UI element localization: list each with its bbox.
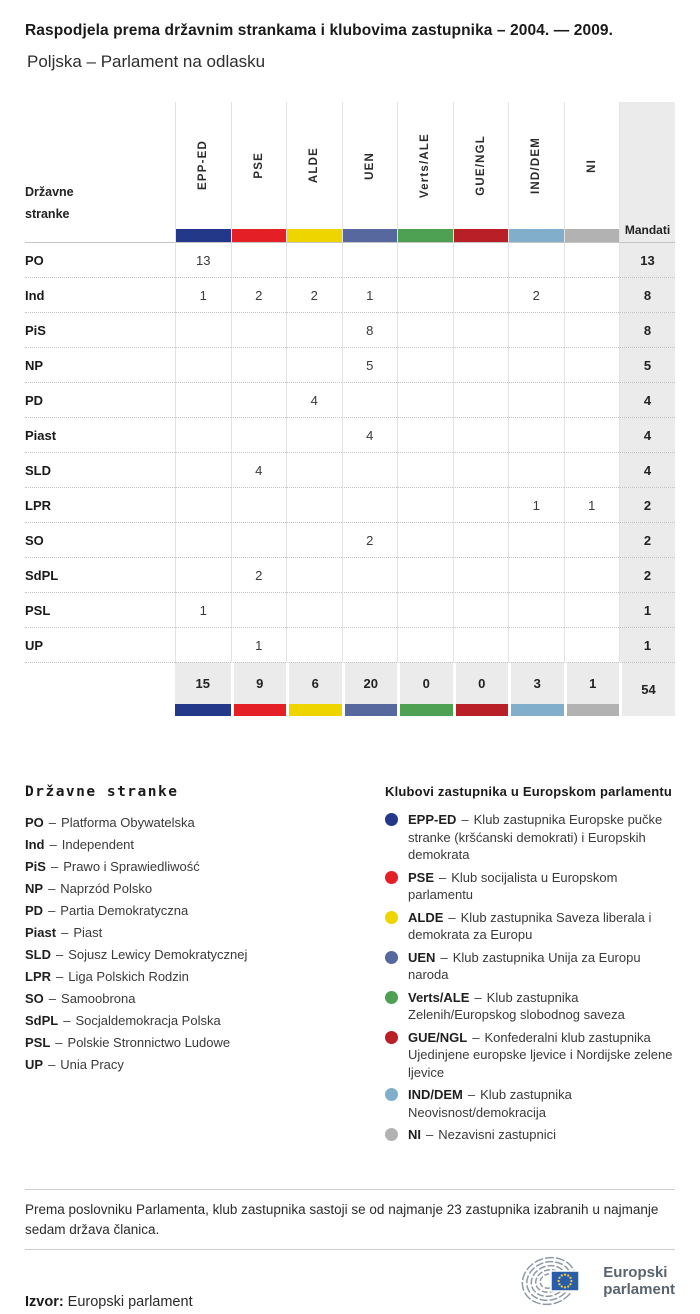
party-abbr: PD (25, 903, 44, 918)
seat-count-cell (564, 627, 620, 662)
ep-logo (521, 1256, 675, 1306)
totals-row-spacer (25, 662, 175, 704)
legend-parties-heading: Državne stranke (25, 784, 179, 800)
legend-separator: – (439, 869, 447, 885)
group-abbr: GUE/NGL (408, 1029, 468, 1045)
group-name: Klub socijalista u Europskom parlamentu (408, 869, 618, 902)
seat-count-cell (508, 242, 564, 277)
party-row-label: PD (25, 382, 175, 417)
mandati-column-header: Mandati (619, 102, 675, 242)
legend-separator: – (63, 1013, 71, 1028)
row-total-cell: 5 (619, 347, 675, 382)
group-label: IND/DEM (530, 137, 543, 194)
party-row-label: SdPL (25, 557, 175, 592)
group-total-cell: 9 (231, 662, 287, 704)
group-name: Klub zastupnika Zelenih/Europskog slobodnog saveza (408, 989, 625, 1022)
divider-bottom (25, 1249, 675, 1250)
row-total-cell: 4 (619, 382, 675, 417)
seat-count-cell (231, 312, 287, 347)
seat-count-cell (508, 592, 564, 627)
seat-count-cell (342, 592, 398, 627)
seat-count-cell (453, 627, 509, 662)
seats-table (25, 102, 675, 716)
group-color-bar (565, 229, 620, 242)
group-color-bar (398, 229, 453, 242)
seat-count-cell (286, 592, 342, 627)
seat-count-cell (175, 382, 231, 417)
group-abbr: EPP-ED (408, 812, 457, 827)
seat-count-cell (231, 522, 287, 557)
row-total-cell: 4 (619, 417, 675, 452)
row-total-cell: 2 (619, 522, 675, 557)
seat-count-cell (342, 382, 398, 417)
seat-count-cell (397, 557, 453, 592)
party-abbr: PiS (25, 859, 46, 874)
group-legend-text (408, 909, 675, 944)
party-abbr: Piast (25, 925, 57, 940)
group-color-bar (176, 229, 231, 242)
party-legend-item (25, 1057, 385, 1073)
seat-count-cell (231, 382, 287, 417)
seat-count-cell: 1 (564, 487, 620, 522)
seat-count-cell (175, 452, 231, 487)
seat-count-cell: 5 (342, 347, 398, 382)
seat-count-cell (564, 277, 620, 312)
group-label: Verts/ALE (419, 132, 432, 199)
seat-count-cell: 8 (342, 312, 398, 347)
group-total-cell: 20 (342, 662, 398, 704)
group-color-bar-bottom (175, 704, 231, 716)
seat-count-cell (342, 627, 398, 662)
seat-count-cell (175, 347, 231, 382)
seat-count-cell (453, 417, 509, 452)
seat-count-cell (231, 592, 287, 627)
party-row-label: LPR (25, 487, 175, 522)
seat-count-cell (508, 557, 564, 592)
seat-count-cell (564, 312, 620, 347)
seat-count-cell (342, 487, 398, 522)
seat-count-cell (286, 627, 342, 662)
legend-separator: – (48, 991, 57, 1006)
group-abbr: NI (408, 1127, 421, 1142)
party-legend-item (25, 815, 385, 831)
seat-count-cell: 4 (342, 417, 398, 452)
seat-count-cell (175, 557, 231, 592)
party-row-label: PiS (25, 312, 175, 347)
seat-count-cell (286, 242, 342, 277)
group-color-bar (343, 229, 398, 242)
party-row-label: Piast (25, 417, 175, 452)
party-name: Polskie Stronnictwo Ludowe (67, 1035, 231, 1050)
ep-logo-line1: Europski (603, 1263, 668, 1281)
group-color-dot (385, 951, 398, 964)
source-label: Izvor: (25, 1293, 64, 1310)
party-abbr: PSL (25, 1035, 51, 1050)
seat-count-cell (564, 242, 620, 277)
seat-count-cell (175, 487, 231, 522)
seat-count-cell (453, 557, 509, 592)
legend-separator: – (472, 1029, 480, 1045)
seat-count-cell: 1 (175, 277, 231, 312)
party-legend-item (25, 969, 385, 985)
footnote: Prema poslovniku Parlamenta, klub zastupnika sastoji se od najmanje 23 zastupnika izabranih u najmanje sedam država članica. (25, 1201, 659, 1237)
source-text (25, 1294, 193, 1310)
group-legend-item (385, 1029, 675, 1082)
seat-count-cell (453, 347, 509, 382)
group-label: EPP-ED (197, 140, 210, 191)
legend-separator: – (48, 1057, 56, 1072)
group-abbr: Verts/ALE (408, 989, 470, 1005)
seat-count-cell (397, 382, 453, 417)
seat-count-cell: 13 (175, 242, 231, 277)
page-subtitle: Poljska – Parlament na odlasku (27, 52, 266, 71)
party-legend-item (25, 925, 385, 941)
group-color-bar-bottom (286, 704, 342, 716)
group-name: Nezavisni zastupnici (438, 1127, 557, 1142)
seat-count-cell (397, 522, 453, 557)
party-name: Naprzód Polsko (60, 881, 153, 896)
legend-separator: – (440, 949, 448, 965)
seat-count-cell (286, 522, 342, 557)
legend-separator: – (426, 1127, 434, 1142)
group-color-bar (454, 229, 509, 242)
group-legend-item (385, 811, 675, 864)
group-legend-text (408, 869, 675, 904)
seat-count-cell (175, 417, 231, 452)
group-color-dot (385, 871, 398, 884)
divider-top (25, 1189, 675, 1190)
group-legend-text (408, 1086, 675, 1121)
group-total-cell: 1 (564, 662, 620, 704)
group-legend-item (385, 949, 675, 984)
seat-count-cell (453, 312, 509, 347)
row-total-cell: 8 (619, 277, 675, 312)
legend-separator: – (474, 989, 482, 1005)
row-total-cell: 2 (619, 557, 675, 592)
party-abbr: Ind (25, 837, 45, 852)
group-abbr: IND/DEM (408, 1087, 463, 1102)
group-label: GUE/NGL (474, 135, 487, 196)
seat-count-cell (564, 452, 620, 487)
legend-separator: – (461, 812, 469, 827)
party-legend-item (25, 1013, 385, 1029)
seat-count-cell (231, 347, 287, 382)
seat-count-cell (397, 452, 453, 487)
seat-count-cell: 2 (508, 277, 564, 312)
party-name: Partia Demokratyczna (60, 903, 189, 918)
seat-count-cell: 1 (508, 487, 564, 522)
group-legend-item (385, 909, 675, 944)
seat-count-cell (397, 312, 453, 347)
group-color-bar-bottom (564, 704, 620, 716)
party-row-label: Ind (25, 277, 175, 312)
seat-count-cell (231, 417, 287, 452)
group-total-cell: 3 (508, 662, 564, 704)
row-total-cell: 2 (619, 487, 675, 522)
group-name: Klub zastupnika Neovisnost/demokracija (408, 1087, 572, 1120)
seat-count-cell (508, 452, 564, 487)
legends (25, 784, 675, 1149)
legend-separator: – (48, 881, 56, 896)
seat-count-cell (342, 452, 398, 487)
group-total-cell: 0 (397, 662, 453, 704)
seat-count-cell (286, 452, 342, 487)
group-legend-text (408, 949, 675, 984)
group-column-header (286, 102, 342, 242)
group-column-header (231, 102, 287, 242)
bottom-bar-spacer (25, 704, 175, 716)
seat-count-cell (286, 417, 342, 452)
seat-count-cell: 1 (175, 592, 231, 627)
seat-count-cell (397, 592, 453, 627)
party-row-label: NP (25, 347, 175, 382)
seat-count-cell: 1 (231, 627, 287, 662)
group-abbr: ALDE (408, 909, 444, 925)
seat-count-cell (453, 592, 509, 627)
seat-count-cell (453, 277, 509, 312)
legend-groups-list (385, 811, 675, 1144)
group-color-bar-bottom (342, 704, 398, 716)
party-name: Prawo i Sprawiedliwość (63, 859, 200, 874)
group-total-cell: 6 (286, 662, 342, 704)
group-column-header (564, 102, 620, 242)
legend-parties-list (25, 815, 385, 1073)
group-total-cell: 0 (453, 662, 509, 704)
seat-count-cell (397, 627, 453, 662)
seat-count-cell (342, 557, 398, 592)
ep-logo-line2: parlament (603, 1280, 675, 1298)
legend-separator: – (448, 909, 456, 925)
seat-count-cell (231, 487, 287, 522)
party-abbr: LPR (25, 969, 51, 984)
seat-count-cell (453, 242, 509, 277)
party-abbr: SLD (25, 947, 51, 962)
party-name: Platforma Obywatelska (61, 815, 195, 830)
party-abbr: PO (25, 815, 44, 830)
legend-separator: – (61, 925, 69, 940)
group-column-header (397, 102, 453, 242)
group-label: ALDE (308, 147, 321, 184)
seat-count-cell (397, 487, 453, 522)
seat-count-cell (508, 522, 564, 557)
group-column-header (342, 102, 398, 242)
group-color-dot (385, 1128, 398, 1141)
party-name: Liga Polskich Rodzin (68, 969, 189, 984)
seat-count-cell (286, 557, 342, 592)
party-name: Unia Pracy (60, 1057, 124, 1072)
row-header-line2: stranke (25, 207, 70, 222)
page-title: Raspodjela prema državnim strankama i klubovima zastupnika – 2004. — 2009. (25, 22, 614, 39)
ep-logo-text (603, 1264, 675, 1298)
seat-count-cell (508, 347, 564, 382)
seat-count-cell (175, 522, 231, 557)
group-legend-item (385, 869, 675, 904)
party-legend-item (25, 837, 385, 853)
seat-count-cell (175, 627, 231, 662)
group-label: NI (585, 158, 598, 173)
legend-groups-heading: Klubovi zastupnika u Europskom parlamentu (385, 784, 673, 799)
seat-count-cell (286, 347, 342, 382)
seat-count-cell (397, 242, 453, 277)
group-color-bar-bottom (231, 704, 287, 716)
group-legend-text (408, 1126, 556, 1144)
party-abbr: UP (25, 1057, 44, 1072)
party-row-label: PSL (25, 592, 175, 627)
group-color-bar-bottom (453, 704, 509, 716)
seat-count-cell (508, 417, 564, 452)
seat-count-cell: 4 (286, 382, 342, 417)
ep-hemicycle-icon (521, 1256, 595, 1306)
group-legend-item (385, 1086, 675, 1121)
party-legend-item (25, 1035, 385, 1051)
party-abbr: NP (25, 881, 44, 896)
group-name: Klub zastupnika Saveza liberala i demokrata za Europu (408, 909, 652, 942)
group-color-bar (232, 229, 287, 242)
seat-count-cell (564, 592, 620, 627)
seat-count-cell (508, 382, 564, 417)
group-name: Klub zastupnika Unija za Europu naroda (408, 949, 641, 982)
seat-count-cell (231, 242, 287, 277)
group-color-dot (385, 991, 398, 1004)
party-legend-item (25, 881, 385, 897)
seat-count-cell (564, 347, 620, 382)
row-header-label (25, 102, 175, 242)
source-row (25, 1256, 675, 1314)
legend-separator: – (49, 837, 57, 852)
party-legend-item (25, 859, 385, 875)
group-column-header (175, 102, 231, 242)
party-legend-item (25, 903, 385, 919)
group-total-cell: 15 (175, 662, 231, 704)
legend-separator: – (50, 859, 59, 874)
seat-count-cell: 4 (231, 452, 287, 487)
party-legend-item (25, 947, 385, 963)
seat-count-cell (397, 277, 453, 312)
row-total-cell: 8 (619, 312, 675, 347)
party-abbr: SdPL (25, 1013, 59, 1028)
seat-count-cell (564, 417, 620, 452)
group-name: Konfederalni klub zastupnika Ujedinjene europske ljevice i Nordijske zelene ljevice (408, 1029, 673, 1080)
group-abbr: PSE (408, 869, 435, 885)
seat-count-cell (564, 522, 620, 557)
group-column-header (508, 102, 564, 242)
seat-count-cell (564, 382, 620, 417)
group-legend-text (408, 811, 675, 864)
seat-count-cell: 1 (342, 277, 398, 312)
seat-count-cell (453, 522, 509, 557)
party-row-label: SO (25, 522, 175, 557)
row-total-cell: 1 (619, 592, 675, 627)
party-name: Piast (73, 925, 103, 940)
seat-count-cell (453, 382, 509, 417)
party-name: Socjaldemokracja Polska (75, 1013, 221, 1028)
party-name: Sojusz Lewicy Demokratycznej (68, 947, 248, 962)
legend-separator: – (56, 947, 64, 962)
seat-count-cell (397, 417, 453, 452)
seat-count-cell (453, 487, 509, 522)
source-value: Europski parlament (67, 1293, 193, 1310)
party-legend-item (25, 991, 385, 1007)
group-color-dot (385, 1088, 398, 1101)
seat-count-cell (508, 312, 564, 347)
infographic-page (0, 22, 700, 1310)
group-column-header (453, 102, 509, 242)
group-legend-item (385, 989, 675, 1024)
group-color-dot (385, 1031, 398, 1044)
row-total-cell: 13 (619, 242, 675, 277)
party-name: Independent (61, 837, 135, 852)
seat-count-cell (453, 452, 509, 487)
seat-count-cell (508, 627, 564, 662)
seat-count-cell: 2 (231, 277, 287, 312)
group-color-bar (287, 229, 342, 242)
group-label: UEN (363, 151, 376, 180)
row-total-cell: 4 (619, 452, 675, 487)
party-name: Samoobrona (61, 991, 136, 1006)
legend-separator: – (48, 903, 56, 918)
seat-count-cell (397, 347, 453, 382)
seat-count-cell (342, 242, 398, 277)
row-header-line1: Državne (25, 185, 74, 200)
group-name: Klub zastupnika Europske pučke stranke (kršćanski demokrati) i Europskih demokrata (408, 812, 663, 862)
seat-count-cell (564, 557, 620, 592)
party-abbr: SO (25, 991, 44, 1006)
group-color-dot (385, 911, 398, 924)
group-color-bar-bottom (397, 704, 453, 716)
legend-separator: – (48, 815, 57, 830)
group-color-bar (509, 229, 564, 242)
group-legend-item (385, 1126, 675, 1144)
group-label: PSE (252, 152, 265, 179)
seat-count-cell: 2 (342, 522, 398, 557)
row-total-cell: 1 (619, 627, 675, 662)
group-legend-text (408, 989, 675, 1024)
legend-separator: – (56, 969, 64, 984)
legend-separator: – (467, 1087, 476, 1102)
seat-count-cell (175, 312, 231, 347)
group-legend-text (408, 1029, 675, 1082)
seat-count-cell: 2 (231, 557, 287, 592)
legend-separator: – (55, 1035, 63, 1050)
party-row-label: UP (25, 627, 175, 662)
legend-political-groups (385, 784, 675, 1149)
party-row-label: PO (25, 242, 175, 277)
seat-count-cell (286, 312, 342, 347)
party-row-label: SLD (25, 452, 175, 487)
group-abbr: UEN (408, 949, 436, 965)
seat-count-cell: 2 (286, 277, 342, 312)
seat-count-cell (286, 487, 342, 522)
legend-national-parties (25, 784, 385, 1149)
group-color-bar-bottom (508, 704, 564, 716)
grand-total-cell: 54 (619, 662, 675, 716)
group-color-dot (385, 813, 398, 826)
